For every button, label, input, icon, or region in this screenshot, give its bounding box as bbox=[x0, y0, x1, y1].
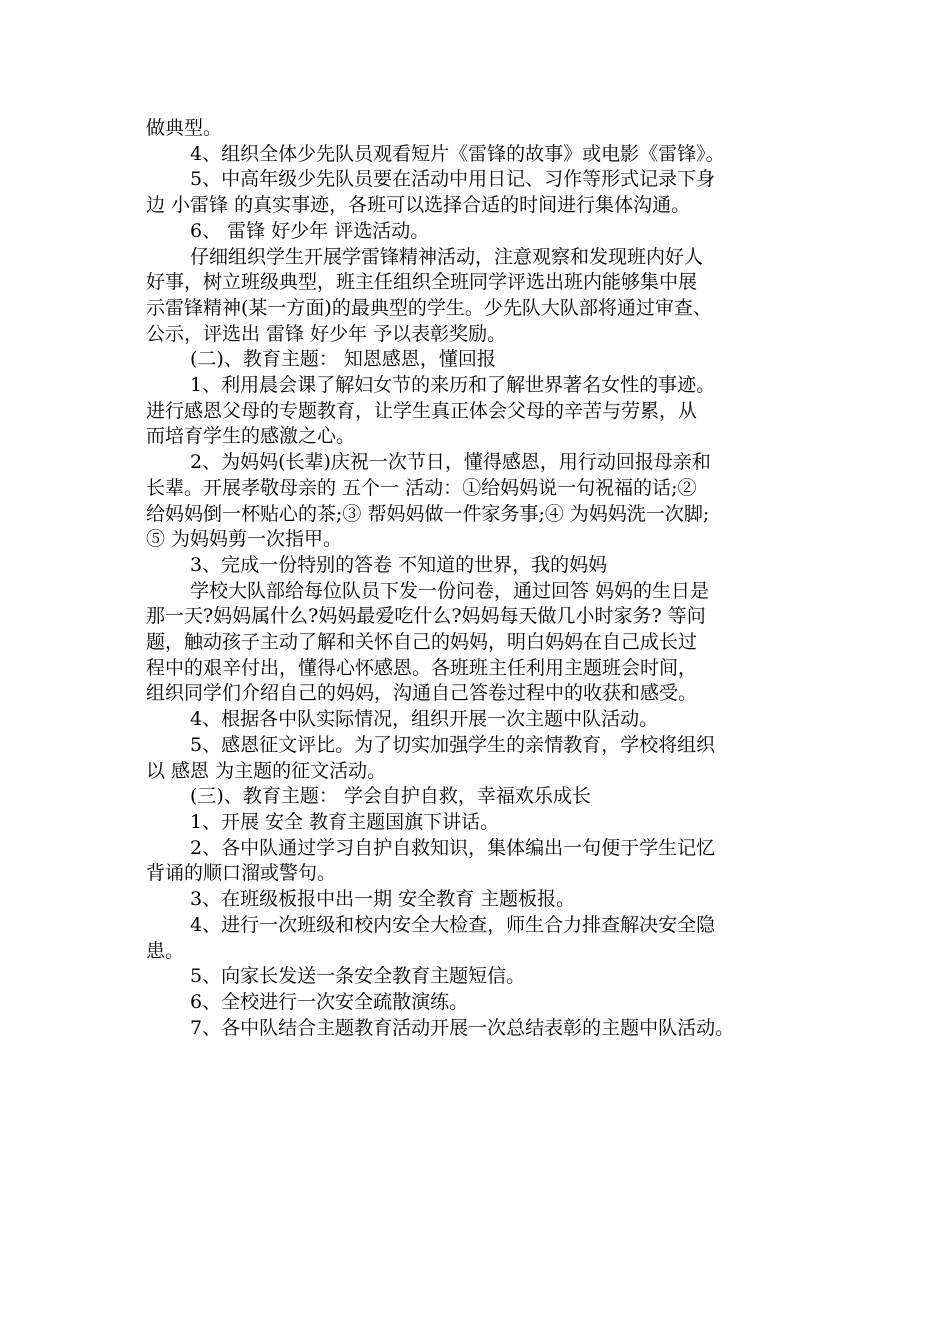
text-line: 背诵的顺口溜或警句。 bbox=[146, 862, 337, 885]
text-line: 患。 bbox=[146, 939, 185, 962]
text-line: 做典型。 bbox=[146, 117, 223, 139]
text-line: 5、感恩征文评比。为了切实加强学生的亲情教育，学校将组织 bbox=[190, 733, 716, 756]
text-line: 好事，树立班级典型，班主任组织全班同学评选出班内能够集中展 bbox=[146, 271, 698, 294]
text-line: 组织同学们介绍自己的妈妈，沟通自己答卷过程中的收获和感受。 bbox=[146, 682, 698, 705]
text-line: 2、为妈妈(长辈)庆祝一次节日，懂得感恩，用行动回报母亲和 bbox=[190, 451, 711, 474]
text-line: 题，触动孩子主动了解和关怀自己的妈妈，明白妈妈在自己成长过 bbox=[146, 631, 698, 654]
text-line: 仔细组织学生开展学雷锋精神活动，注意观察和发现班内好人 bbox=[190, 245, 704, 268]
text-line: 2、各中队通过学习自护自救知识，集体编出一句便于学生记忆 bbox=[190, 836, 716, 859]
text-line: 1、利用晨会课了解妇女节的来历和了解世界著名女性的事迹。 bbox=[190, 374, 716, 397]
text-line: 学校大队部给每位队员下发一份问卷，通过回答 妈妈的生日是 bbox=[190, 579, 710, 602]
text-line: ⑤ 为妈妈剪一次指甲。 bbox=[146, 528, 343, 551]
text-line: 以 感恩 为主题的征文活动。 bbox=[146, 759, 387, 782]
text-line: 边 小雷锋 的真实事迹，各班可以选择合适的时间进行集体沟通。 bbox=[146, 194, 691, 217]
text-line: 4、组织全体少先队员观看短片《雷锋的故事》或电影《雷锋》。 bbox=[190, 142, 725, 165]
text-line: 5、中高年级少先队员要在活动中用日记、习作等形式记录下身 bbox=[190, 168, 716, 191]
text-line: 3、在班级板报中出一期 安全教育 主题板报。 bbox=[190, 888, 576, 911]
document-body bbox=[146, 116, 826, 1041]
text-line: 4、进行一次班级和校内安全大检查，师生合力排查解决安全隐 bbox=[190, 913, 716, 936]
text-line: 3、完成一份特别的答卷 不知道的世界，我的妈妈 bbox=[190, 553, 608, 576]
section-heading: (二)、教育主题： 知恩感恩，懂回报 bbox=[190, 348, 496, 371]
text-line: 示雷锋精神(某一方面)的最典型的学生。少先队大队部将通过审查、 bbox=[146, 296, 712, 319]
text-line: 长辈。开展孝敬母亲的 五个一 活动：①给妈妈说一句祝福的话;② bbox=[146, 476, 697, 499]
text-line: 7、各中队结合主题教育活动开展一次总结表彰的主题中队活动。 bbox=[190, 1016, 735, 1039]
text-line: 给妈妈倒一杯贴心的茶;③ 帮妈妈做一件家务事;④ 为妈妈洗一次脚; bbox=[146, 502, 710, 525]
text-line: 公示，评选出 雷锋 好少年 予以表彰奖励。 bbox=[146, 322, 507, 345]
section-heading: (三)、教育主题： 学会自护自救，幸福欢乐成长 bbox=[190, 785, 591, 808]
text-line: 4、根据各中队实际情况，组织开展一次主题中队活动。 bbox=[190, 708, 659, 731]
text-line: 6、 雷锋 好少年 评选活动。 bbox=[190, 219, 430, 242]
text-line: 1、开展 安全 教育主题国旗下讲话。 bbox=[190, 810, 500, 833]
text-line: 那一天?妈妈属什么?妈妈最爱吃什么?妈妈每天做几小时家务? 等问 bbox=[146, 605, 706, 628]
text-line: 进行感恩父母的专题教育，让学生真正体会父母的辛苦与劳累，从 bbox=[146, 399, 698, 422]
text-line: 而培育学生的感激之心。 bbox=[146, 425, 356, 448]
text-line: 6、全校进行一次安全疏散演练。 bbox=[190, 990, 469, 1013]
text-line: 程中的艰辛付出，懂得心怀感恩。各班班主任利用主题班会时间， bbox=[146, 656, 698, 679]
text-line: 5、向家长发送一条安全教育主题短信。 bbox=[190, 965, 526, 988]
